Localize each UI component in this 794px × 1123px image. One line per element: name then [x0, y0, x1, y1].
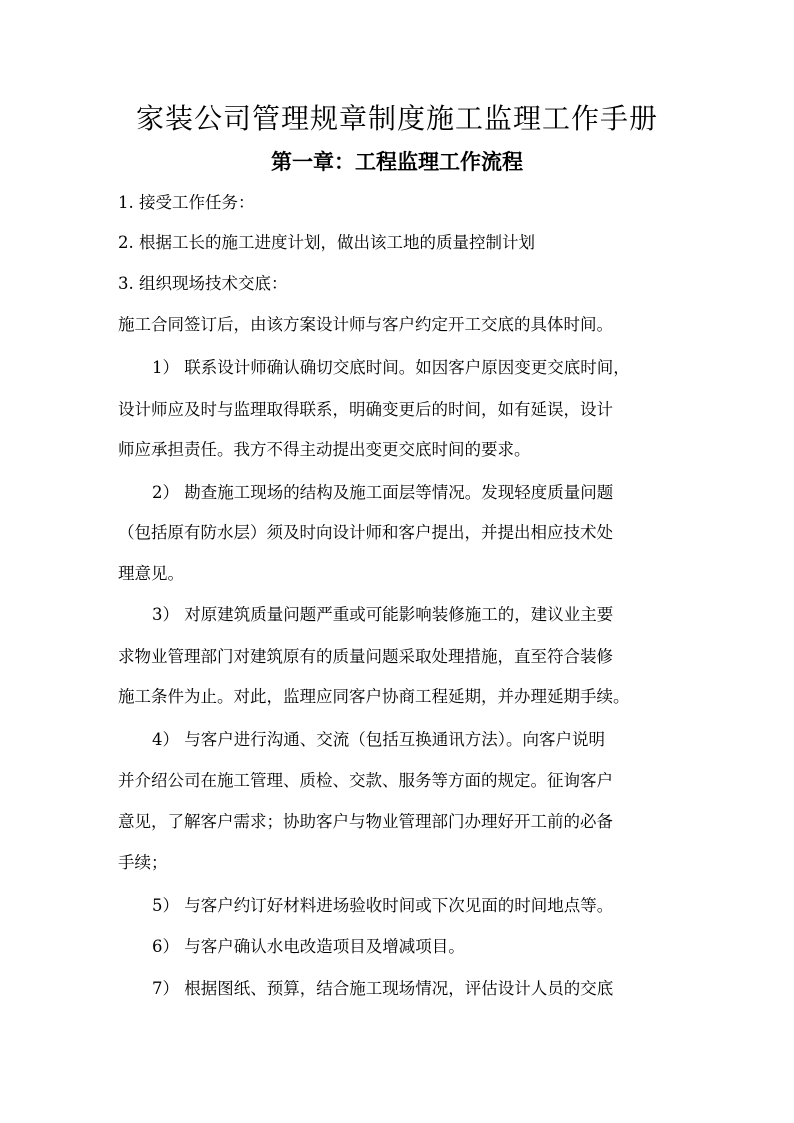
chapter-title: 第一章：工程监理工作流程 [271, 149, 523, 174]
paragraph-line: 施工条件为止。对此，监理应同客户协商工程延期，并办理延期手续。 [118, 687, 630, 706]
sub-item-1: 1） 联系设计师确认确切交底时间。如因客户原因变更交底时间， [152, 358, 630, 377]
paragraph-line: 手续； [118, 853, 168, 872]
list-item-1: 1. 接受工作任务： [118, 193, 255, 212]
paragraph-line: 师应承担责任。我方不得主动提出变更交底时间的要求。 [118, 440, 531, 459]
paragraph-line: 设计师应及时与监理取得联系，明确变更后的时间，如有延误，设计 [118, 400, 613, 419]
sub-item-6: 6） 与客户确认水电改造项目及增减项目。 [152, 937, 465, 956]
sub-item-3: 3） 对原建筑质量问题严重或可能影响装修施工的，建议业主要 [152, 605, 614, 624]
paragraph-line: （包括原有防水层）须及时向设计师和客户提出，并提出相应技术处 [118, 523, 613, 542]
paragraph-line: 施工合同签订后，由该方案设计师与客户约定开工交底的具体时间。 [118, 315, 613, 334]
sub-item-2: 2） 勘查施工现场的结构及施工面层等情况。发现轻度质量问题 [152, 483, 614, 502]
paragraph-line: 理意见。 [118, 564, 184, 583]
list-item-3: 3. 组织现场技术交底： [118, 274, 288, 293]
list-item-2: 2. 根据工长的施工进度计划，做出该工地的质量控制计划 [118, 233, 535, 252]
paragraph-line: 并介绍公司在施工管理、质检、交款、服务等方面的规定。征询客户 [118, 771, 613, 790]
sub-item-5: 5） 与客户约订好材料进场验收时间或下次见面的时间地点等。 [152, 896, 614, 915]
paragraph-line: 求物业管理部门对建筑原有的质量问题采取处理措施，直至符合装修 [118, 647, 613, 666]
sub-item-7: 7） 根据图纸、预算，结合施工现场情况，评估设计人员的交底 [152, 979, 614, 998]
paragraph-line: 意见，了解客户需求；协助客户与物业管理部门办理好开工前的必备 [118, 812, 613, 831]
document-title: 家装公司管理规章制度施工监理工作手册 [135, 102, 658, 135]
sub-item-4: 4） 与客户进行沟通、交流（包括互换通讯方法）。向客户说明 [152, 730, 605, 749]
